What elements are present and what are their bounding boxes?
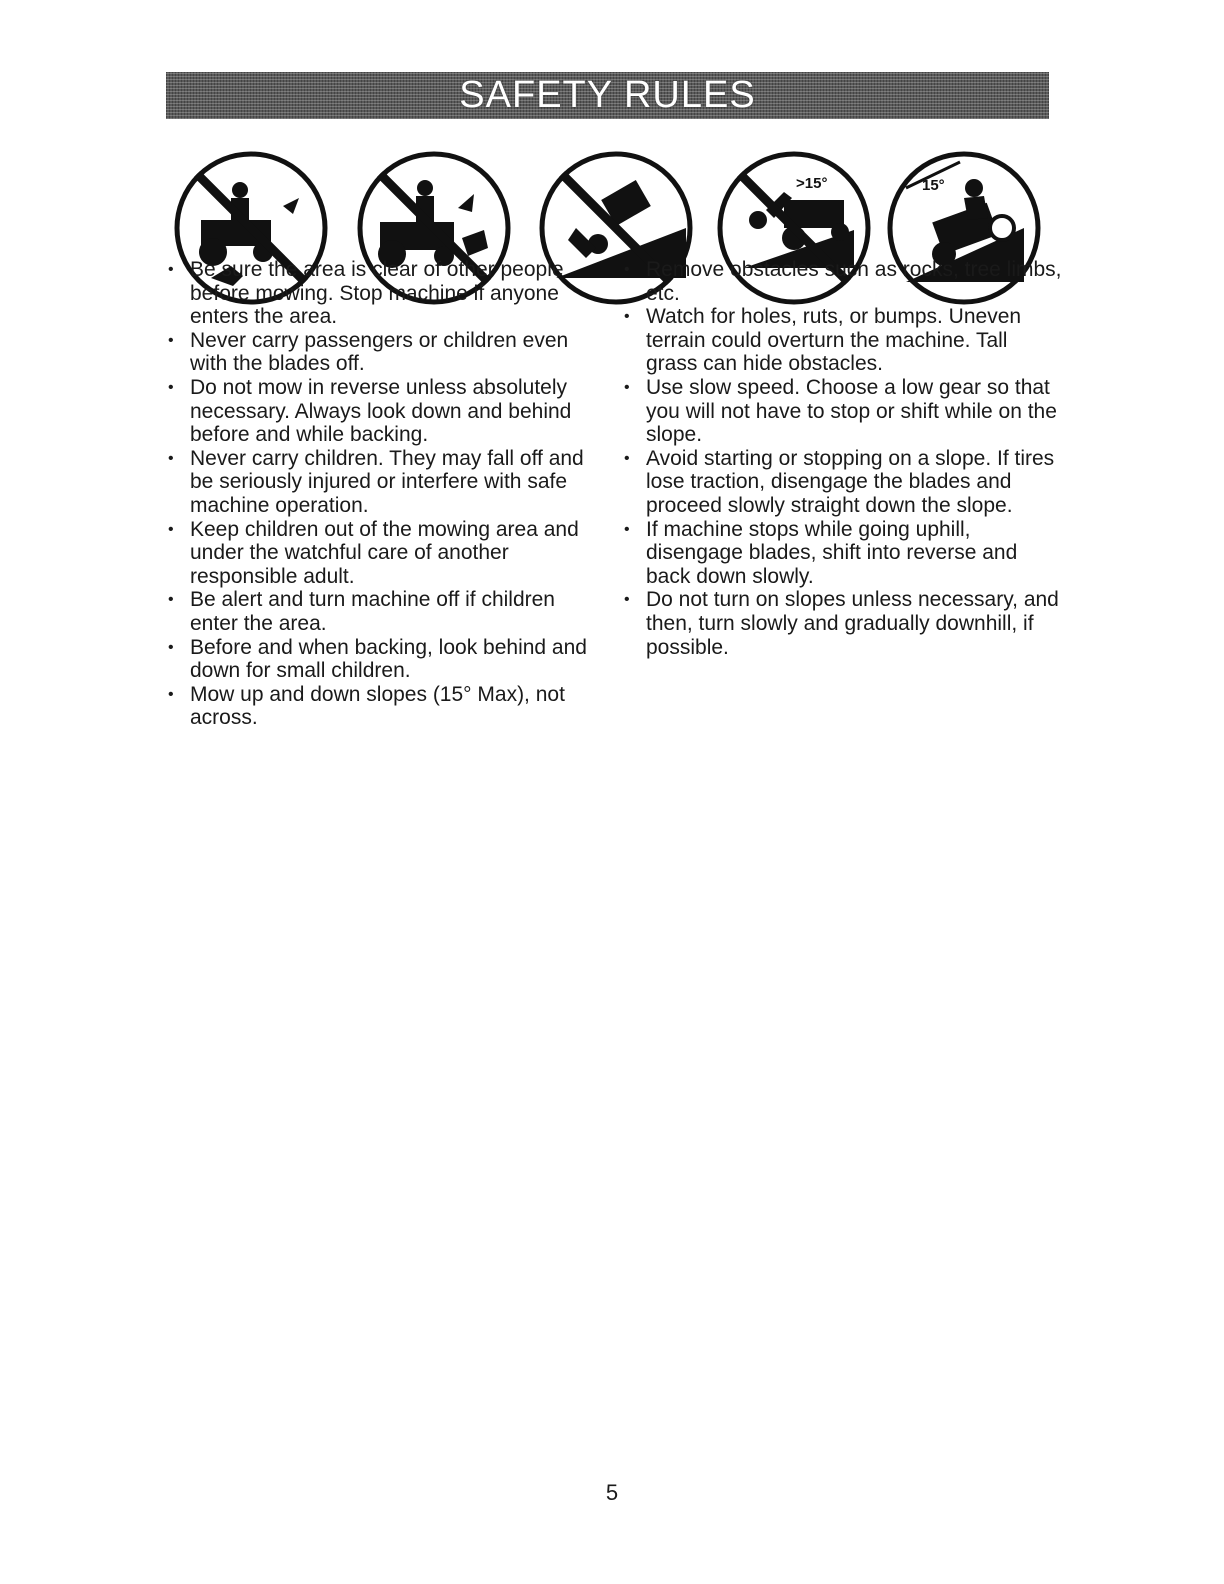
list-item: • Use slow speed. Choose a low gear so that you will not have to stop or shift while on the slope. xyxy=(622,376,1062,447)
list-item: • Do not mow in reverse unless absolutely necessary. Always look down and behind before and while backing. xyxy=(166,376,606,447)
page-title: SAFETY RULES xyxy=(459,74,756,116)
slope-angle-label: >15° xyxy=(796,175,828,192)
list-item: • If machine stops while going uphill, disengage blades, shift into reverse and back down slowly. xyxy=(622,518,1062,589)
list-item: • Before and when backing, look behind and down for small children. xyxy=(166,636,606,683)
list-item: • Remove obstacles such as rocks, tree limbs, etc. xyxy=(622,258,1062,305)
slope-max-label: 15° xyxy=(922,177,945,194)
rules-list-left xyxy=(166,258,606,730)
list-item: • Keep children out of the mowing area and under the watchful care of another responsible adult. xyxy=(166,518,606,589)
list-item: • Never carry children. They may fall off and be seriously injured or interfere with safe machine operation. xyxy=(166,447,606,518)
list-item: • Do not turn on slopes unless necessary, and then, turn slowly and gradually downhill, if possible. xyxy=(622,588,1062,659)
page-number: 5 xyxy=(605,1480,619,1505)
list-item: • Be alert and turn machine off if children enter the area. xyxy=(166,588,606,635)
list-item: • Avoid starting or stopping on a slope. If tires lose traction, disengage the blades and proceed slowly straight down the slope. xyxy=(622,447,1062,518)
list-item: • Be sure the area is clear of other people before mowing. Stop machine if anyone enters the area. xyxy=(166,258,606,329)
list-item: • Never carry passengers or children even with the blades off. xyxy=(166,329,606,376)
rules-list-right xyxy=(622,258,1062,659)
list-item: • Watch for holes, ruts, or bumps. Uneven terrain could overturn the machine. Tall grass can hide obstacles. xyxy=(622,305,1062,376)
section-banner xyxy=(166,72,1049,119)
list-item: • Mow up and down slopes (15° Max), not across. xyxy=(166,683,606,730)
